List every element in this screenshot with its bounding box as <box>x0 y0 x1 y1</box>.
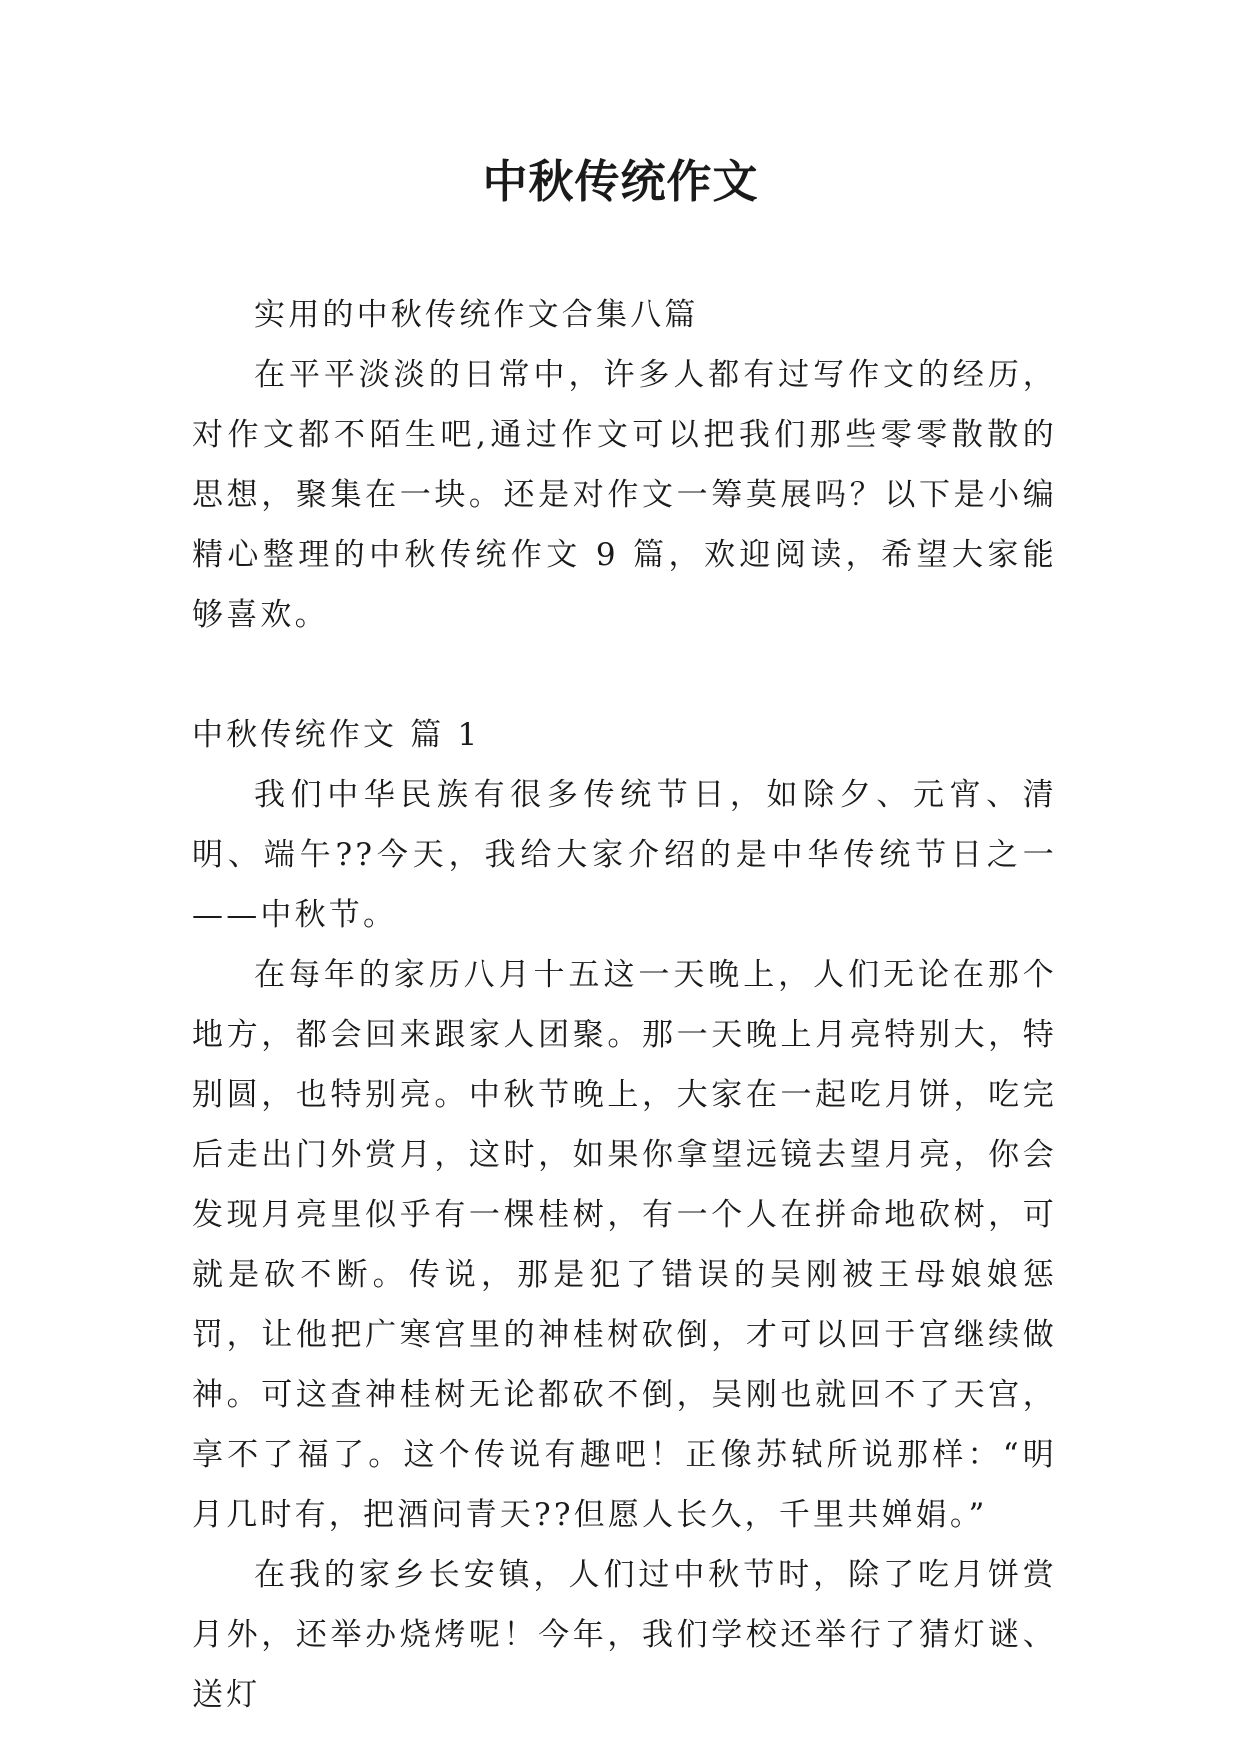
body-paragraph: 我们中华民族有很多传统节日，如除夕、元宵、清明、端午??今天，我给大家介绍的是中华传统节日之一——中秋节。 <box>192 777 1057 933</box>
body-paragraph: 在我的家乡长安镇，人们过中秋节时，除了吃月饼赏月外，还举办烧烤呢！今年，我们学校还举行了猜灯谜、送灯 <box>192 1557 1057 1713</box>
intro-paragraph: 在平平淡淡的日常中，许多人都有过写作文的经历，对作文都不陌生吧,通过作文可以把我们那些零零散散的思想，聚集在一块。还是对作文一筹莫展吗？以下是小编精心整理的中秋传统作文 9 篇，欢迎阅读，希望大家能够喜欢。 <box>192 357 1057 633</box>
document-body <box>192 285 1057 1725</box>
section-heading: 中秋传统作文 篇 1 <box>192 717 481 753</box>
document-subtitle: 实用的中秋传统作文合集八篇 <box>254 297 699 333</box>
body-paragraph: 在每年的家历八月十五这一天晚上，人们无论在那个地方，都会回来跟家人团聚。那一天晚上月亮特别大，特别圆，也特别亮。中秋节晚上，大家在一起吃月饼，吃完后走出门外赏月，这时，如果你拿望远镜去望月亮，你会发现月亮里似乎有一棵桂树，有一个人在拼命地砍树，可就是砍不断。传说，那是犯了错误的吴刚被王母娘娘惩罚，让他把广寒宫里的神桂树砍倒，才可以回于宫继续做神。可这查神桂树无论都砍不倒，吴刚也就回不了天宫，享不了福了。这个传说有趣吧！正像苏轼所说那样：“明月几时有，把酒问青天??但愿人长久，千里共婵娟。” <box>192 957 1057 1533</box>
document-title: 中秋传统作文 <box>482 155 759 208</box>
section-spacer <box>192 645 1057 705</box>
